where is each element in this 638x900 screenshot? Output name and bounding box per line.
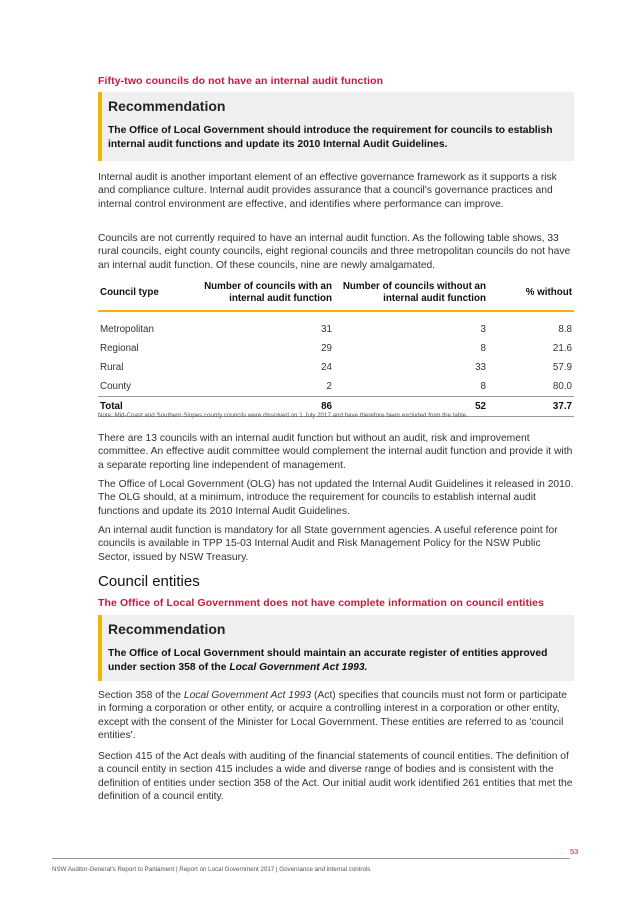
table-cell: 8 [480,381,486,392]
table-cell: County [100,381,132,392]
table-cell: 24 [321,362,332,373]
column-header: % without [525,287,572,298]
table-cell: 8.8 [558,324,572,335]
paragraph-section-358 [98,689,574,743]
table-row [98,358,574,377]
table-note: Note: Mid-Coast and Southern Slopes county councils were dissolved on 1 July 2017 and have therefore been excluded from the table. [98,412,468,419]
table-cell: 33 [475,362,486,373]
table-cell: 31 [321,324,332,335]
table-cell: 86 [196,397,334,417]
table-cell: Total [98,397,196,417]
recommendation-title: Recommendation [108,98,226,114]
act-name: Local Government Act 1993. [229,662,368,673]
page-number: 53 [570,847,579,856]
table-cell: 2 [326,381,332,392]
table-cell: Regional [100,343,139,354]
paragraph-olg-guidelines: The Office of Local Government (OLG) has not updated the Internal Audit Guidelines it released in 2010. The OLG should, at a minimum, introduce the requirement for councils to establish internal audit functions and update its 2010 Internal Audit Guidelines. [98,479,574,517]
act-name: Local Government Act 1993 [183,690,312,701]
internal-audit-table [98,281,574,417]
table-row [98,377,574,397]
recommendation-body: The Office of Local Government should introduce the requirement for councils to establish internal audit functions and update its 2010 Internal Audit Guidelines. [108,125,553,150]
table-cell: 3 [480,324,486,335]
table-cell: 52 [334,397,488,417]
paragraph-section-415: Section 415 of the Act deals with auditing of the financial statements of council entities. The definition of a council entity in section 415 includes a wide and diverse range of bodies and is consistent with the definition of entities under section 358 of the Act. Our initial audit work identified 261 entities that met the definition of a council entity. [98,751,573,803]
table-row [98,320,574,339]
section-subheading-council-entities: The Office of Local Government does not have complete information on council entities [98,597,545,609]
column-header: Number of councils with an internal audit function [204,281,332,304]
table-cell: 21.6 [552,343,572,354]
table-header-row [98,281,574,311]
recommendation-box [98,615,574,681]
recommendation-body [108,647,564,675]
table-cell: 8 [480,343,486,354]
recommendation-title: Recommendation [108,621,226,637]
recommendation-body-text: The Office of Local Government should maintain an accurate register of entities approved under section 358 of the [108,648,548,673]
footer-text: NSW Auditor-General's Report to Parliament | Report on Local Government 2017 | Governance and internal controls [52,866,371,873]
table-cell: 37.7 [488,397,574,417]
column-header: Council type [100,287,159,298]
footer-divider [52,858,570,859]
paragraph-text: Section 358 of the [98,690,184,701]
paragraph-text: (Act) specifies that councils must not form or participate in forming a corporation or other entity, or acquire a controlling interest in a corporation or other entity, except with the consent of the Minister for Local Government. These entities are referred to as 'council entities'. [98,690,567,742]
section-subheading-internal-audit: Fifty-two councils do not have an internal audit function [98,75,384,87]
paragraph-mandatory: An internal audit function is mandatory for all State government agencies. A useful reference point for councils is available in TPP 15-03 Internal Audit and Risk Management Policy for the NSW Public Sector, issued by NSW Treasury. [98,525,558,563]
recommendation-box [98,92,574,161]
table-cell: 29 [321,343,332,354]
paragraph-not-required: Councils are not currently required to have an internal audit function. As the following table shows, 33 rural councils, eight county councils, eight regional councils and three metropolitan councils do not have an internal audit function. Of these councils, nine are newly amalgamated. [98,233,571,271]
table-cell: 80.0 [552,381,572,392]
paragraph-audit-committee: There are 13 councils with an internal audit function but without an audit, risk and improvement committee. An effective audit committee would complement the internal audit function and provide it with a separate reporting line independent of management. [98,433,573,471]
table-row [98,339,574,358]
table-cell: Rural [100,362,124,373]
table-cell: 57.9 [552,362,572,373]
paragraph-internal-audit-importance: Internal audit is another important element of an effective governance framework as it supports a risk and compliance culture. Internal audit provides assurance that a council's governance practices and internal control environment are effective, and identifies where performance can improve. [98,172,557,210]
column-header: Number of councils without an internal audit function [342,281,486,304]
section-heading-council-entities: Council entities [98,573,200,590]
table-cell: Metropolitan [100,324,154,335]
